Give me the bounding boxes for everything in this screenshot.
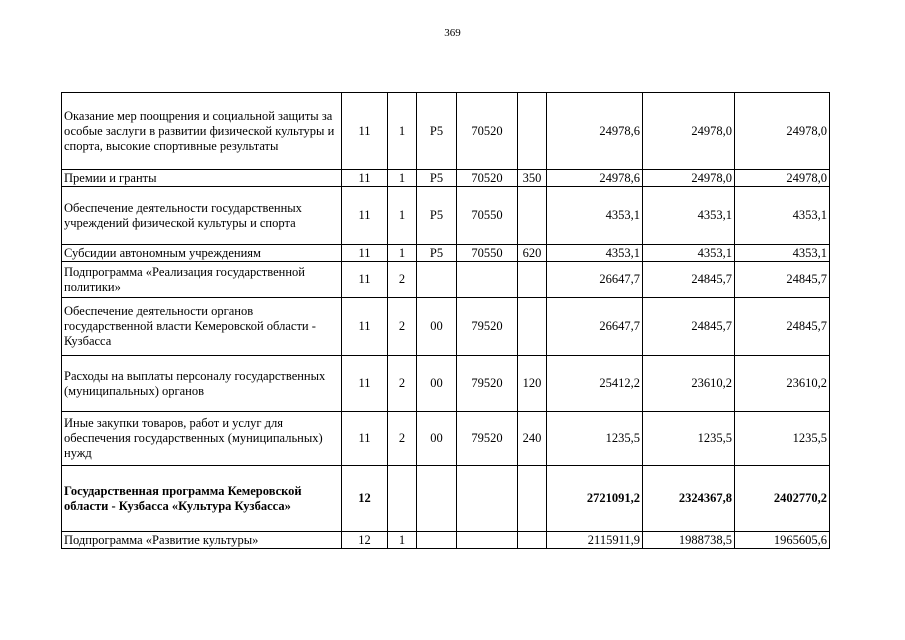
main-activity-code (417, 532, 457, 549)
subprogram-code: 2 (388, 412, 417, 466)
main-activity-code: 00 (417, 356, 457, 412)
amount-year-2: 24978,0 (643, 93, 735, 170)
expense-direction-code: 79520 (457, 298, 518, 356)
subprogram-code: 1 (388, 245, 417, 262)
expense-direction-code: 70520 (457, 93, 518, 170)
main-activity-code: P5 (417, 187, 457, 245)
amount-year-3: 23610,2 (735, 356, 830, 412)
main-activity-code (417, 262, 457, 298)
program-code: 11 (342, 356, 388, 412)
row-title: Премии и гранты (62, 170, 342, 187)
expense-direction-code: 70550 (457, 187, 518, 245)
expense-direction-code (457, 262, 518, 298)
expense-direction-code: 79520 (457, 356, 518, 412)
expense-type-code (518, 298, 547, 356)
table-row (62, 245, 830, 262)
program-code: 11 (342, 412, 388, 466)
program-code: 12 (342, 532, 388, 549)
amount-year-3: 24978,0 (735, 93, 830, 170)
expense-type-code (518, 532, 547, 549)
expense-type-code: 240 (518, 412, 547, 466)
table-row (62, 298, 830, 356)
main-activity-code: P5 (417, 245, 457, 262)
row-title: Государственная программа Кемеровской области - Кузбасса «Культура Кузбасса» (62, 466, 342, 532)
row-title: Подпрограмма «Реализация государственной политики» (62, 262, 342, 298)
amount-year-1: 2115911,9 (547, 532, 643, 549)
amount-year-2: 4353,1 (643, 245, 735, 262)
amount-year-2: 2324367,8 (643, 466, 735, 532)
amount-year-3: 1235,5 (735, 412, 830, 466)
amount-year-2: 4353,1 (643, 187, 735, 245)
row-title: Обеспечение деятельности органов государственной власти Кемеровской области - Кузбасса (62, 298, 342, 356)
expense-type-code (518, 187, 547, 245)
amount-year-2: 23610,2 (643, 356, 735, 412)
expense-type-code (518, 466, 547, 532)
row-title: Иные закупки товаров, работ и услуг для обеспечения государственных (муниципальных) нужд (62, 412, 342, 466)
amount-year-1: 24978,6 (547, 170, 643, 187)
table-row (62, 262, 830, 298)
main-activity-code: 00 (417, 298, 457, 356)
amount-year-2: 24845,7 (643, 298, 735, 356)
expense-type-code (518, 262, 547, 298)
amount-year-3: 4353,1 (735, 245, 830, 262)
expense-type-code (518, 93, 547, 170)
amount-year-1: 26647,7 (547, 262, 643, 298)
expense-direction-code (457, 466, 518, 532)
table-row (62, 187, 830, 245)
subprogram-code (388, 466, 417, 532)
program-code: 12 (342, 466, 388, 532)
amount-year-3: 24978,0 (735, 170, 830, 187)
row-title: Подпрограмма «Развитие культуры» (62, 532, 342, 549)
program-code: 11 (342, 93, 388, 170)
table-row (62, 170, 830, 187)
subprogram-code: 2 (388, 356, 417, 412)
subprogram-code: 1 (388, 187, 417, 245)
expense-type-code: 120 (518, 356, 547, 412)
amount-year-1: 25412,2 (547, 356, 643, 412)
table-row (62, 356, 830, 412)
expense-direction-code (457, 532, 518, 549)
subprogram-code: 1 (388, 170, 417, 187)
amount-year-3: 2402770,2 (735, 466, 830, 532)
table-row (62, 412, 830, 466)
amount-year-1: 4353,1 (547, 245, 643, 262)
amount-year-3: 4353,1 (735, 187, 830, 245)
expense-direction-code: 70550 (457, 245, 518, 262)
row-title: Обеспечение деятельности государственных учреждений физической культуры и спорта (62, 187, 342, 245)
table-row (62, 93, 830, 170)
amount-year-2: 24978,0 (643, 170, 735, 187)
main-activity-code: P5 (417, 170, 457, 187)
row-title: Расходы на выплаты персоналу государственных (муниципальных) органов (62, 356, 342, 412)
amount-year-2: 1988738,5 (643, 532, 735, 549)
expense-direction-code: 70520 (457, 170, 518, 187)
expense-direction-code: 79520 (457, 412, 518, 466)
table-row (62, 532, 830, 549)
row-title: Субсидии автономным учреждениям (62, 245, 342, 262)
subprogram-code: 1 (388, 93, 417, 170)
amount-year-2: 24845,7 (643, 262, 735, 298)
program-code: 11 (342, 262, 388, 298)
row-title: Оказание мер поощрения и социальной защиты за особые заслуги в развитии физической культуры и спорта, высокие спортивные результаты (62, 93, 342, 170)
program-code: 11 (342, 170, 388, 187)
subprogram-code: 2 (388, 298, 417, 356)
budget-table (61, 92, 830, 549)
subprogram-code: 1 (388, 532, 417, 549)
page-number: 369 (444, 27, 461, 39)
table-body (62, 93, 830, 549)
main-activity-code: P5 (417, 93, 457, 170)
amount-year-2: 1235,5 (643, 412, 735, 466)
amount-year-1: 4353,1 (547, 187, 643, 245)
table-row (62, 466, 830, 532)
program-code: 11 (342, 298, 388, 356)
amount-year-1: 24978,6 (547, 93, 643, 170)
amount-year-1: 2721091,2 (547, 466, 643, 532)
program-code: 11 (342, 245, 388, 262)
expense-type-code: 620 (518, 245, 547, 262)
amount-year-3: 24845,7 (735, 262, 830, 298)
amount-year-3: 24845,7 (735, 298, 830, 356)
expense-type-code: 350 (518, 170, 547, 187)
amount-year-1: 1235,5 (547, 412, 643, 466)
main-activity-code: 00 (417, 412, 457, 466)
subprogram-code: 2 (388, 262, 417, 298)
amount-year-1: 26647,7 (547, 298, 643, 356)
program-code: 11 (342, 187, 388, 245)
amount-year-3: 1965605,6 (735, 532, 830, 549)
main-activity-code (417, 466, 457, 532)
